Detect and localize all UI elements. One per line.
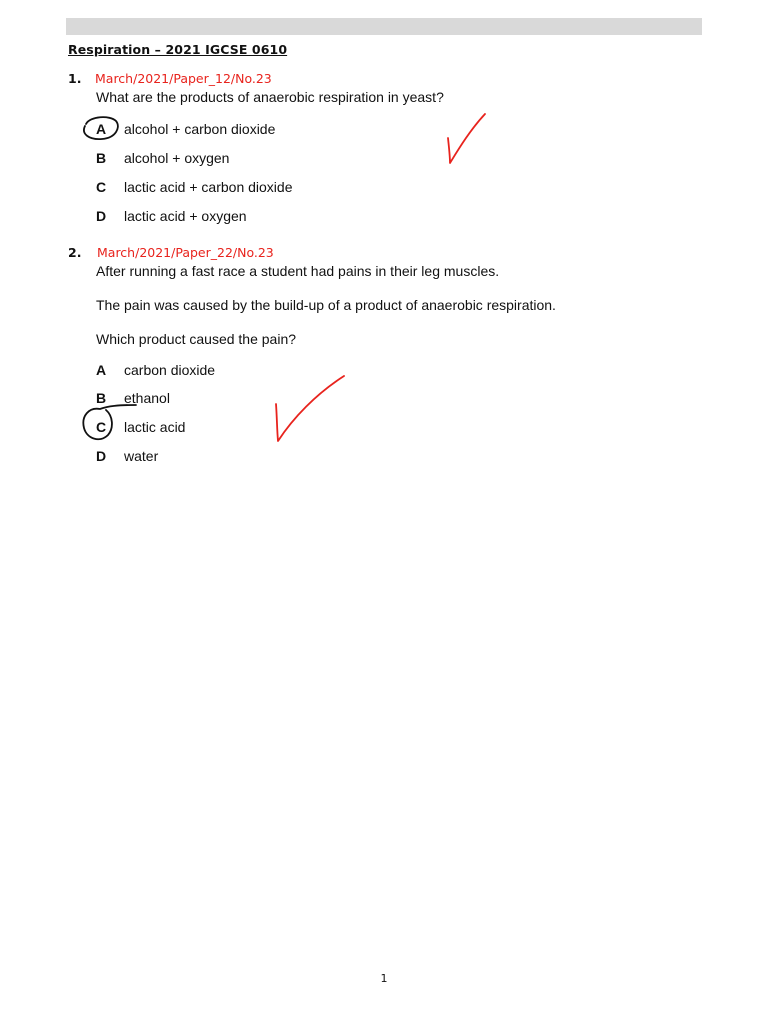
question-1-option-c-text: lactic acid + carbon dioxide: [124, 179, 293, 195]
question-2-text-line-2: The pain was caused by the build-up of a product of anaerobic respiration.: [96, 297, 556, 313]
header-bar: [66, 18, 702, 35]
question-1-option-d-letter: D: [96, 208, 107, 224]
question-2-text-line-3: Which product caused the pain?: [96, 331, 297, 347]
page-number: 1: [380, 972, 388, 985]
question-1-reference: March/2021/Paper_12/No.23: [95, 71, 272, 86]
question-2-option-c-text: lactic acid: [124, 419, 186, 435]
question-2-text-line-1: After running a fast race a student had pains in their leg muscles.: [96, 263, 500, 279]
question-1-option-b-text: alcohol + oxygen: [124, 150, 230, 166]
question-2-option-b-text: ethanol: [124, 390, 170, 406]
question-1-option-b-letter: B: [96, 150, 107, 166]
checkmark-icon-q2: [268, 370, 354, 448]
question-1-option-c-letter: C: [96, 179, 107, 195]
question-1-text: What are the products of anaerobic respiration in yeast?: [96, 89, 444, 105]
answer-circle-q2: [78, 400, 138, 446]
question-2-option-a-text: carbon dioxide: [124, 362, 216, 378]
question-2-reference: March/2021/Paper_22/No.23: [97, 245, 274, 260]
question-1-option-a-letter: A: [96, 121, 107, 137]
question-2-option-d-letter: D: [96, 448, 107, 464]
question-1-option-d-text: lactic acid + oxygen: [124, 208, 247, 224]
question-2-number: 2.: [68, 245, 82, 260]
question-2-option-c-letter: C: [96, 419, 107, 435]
answer-circle-q1: [80, 112, 122, 146]
checkmark-icon-q1: [440, 108, 492, 170]
question-1-option-a-text: alcohol + carbon dioxide: [124, 121, 276, 137]
document-title: Respiration – 2021 IGCSE 0610: [68, 42, 288, 57]
question-2-option-d-text: water: [124, 448, 159, 464]
question-2-option-a-letter: A: [96, 362, 107, 378]
question-1-number: 1.: [68, 71, 82, 86]
question-2-option-b-letter: B: [96, 390, 107, 406]
